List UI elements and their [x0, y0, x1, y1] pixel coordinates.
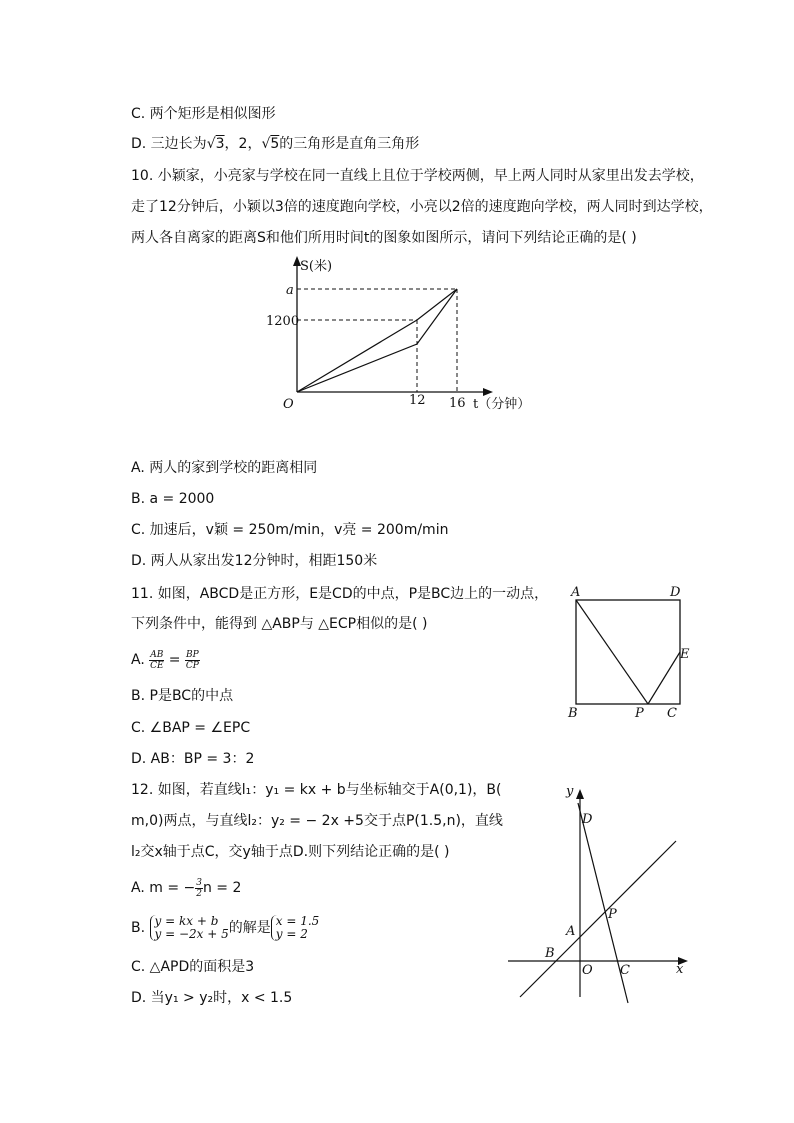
- q12-equation-system: [150, 915, 229, 941]
- q12-option-b-mid: 的解是: [228, 920, 271, 936]
- sqrt-symbol: √: [261, 136, 271, 152]
- segment-ap: [576, 600, 648, 704]
- q12-solution-system: [271, 915, 320, 941]
- q12-stem-line2: m,0)两点，与直线l₂：y₂ = − 2x +5交于点P(1.5,n)，直线: [131, 813, 503, 829]
- q11-option-a-prefix: A.: [131, 652, 150, 668]
- frac-den: CE: [150, 660, 164, 671]
- q11-option-b: B. P是BC的中点: [131, 688, 234, 704]
- label-d: D: [670, 585, 681, 600]
- q10-upper-line: [297, 289, 457, 392]
- equation-1: y = kx + b: [154, 914, 219, 928]
- q9-option-d-prefix: D. 三边长为: [131, 136, 207, 152]
- frac-num: 3: [196, 877, 202, 888]
- label-p: P: [635, 706, 644, 721]
- equals-sign: =: [164, 652, 185, 668]
- q11-option-a: [131, 646, 200, 674]
- segment-pe: [648, 652, 680, 704]
- q10-option-a: A. 两人的家到学校的距离相同: [131, 460, 318, 476]
- label-y: y: [566, 784, 574, 799]
- label-e: E: [680, 647, 690, 662]
- q10-label-1200: 1200: [266, 314, 300, 329]
- q10-label-a: a: [286, 283, 294, 298]
- q12-option-b: [131, 911, 319, 945]
- label-a: A: [571, 585, 581, 600]
- q9-root-3: 3: [215, 136, 225, 152]
- label-x: x: [676, 962, 684, 977]
- label-p: P: [608, 907, 617, 922]
- q12-stem-line1: 12. 如图，若直线l₁：y₁ = kx + b与坐标轴交于A(0,1)，B(: [131, 782, 502, 798]
- q11-fraction-1: [149, 650, 164, 671]
- q10-x-label: t（分钟）: [473, 397, 531, 412]
- frac-num: BP: [186, 649, 199, 660]
- label-o: O: [582, 963, 593, 978]
- label-b: B: [568, 706, 578, 721]
- q12-option-a: [131, 874, 241, 902]
- sqrt-symbol: √: [206, 136, 216, 152]
- q10-lower-line: [297, 289, 457, 392]
- square-abcd: [576, 600, 680, 704]
- q11-option-d: D. AB：BP = 3：2: [131, 751, 255, 767]
- solution-1: x = 1.5: [275, 914, 320, 928]
- q12-option-a-suffix: n = 2: [202, 880, 242, 896]
- q11-option-c: C. ∠BAP = ∠EPC: [131, 720, 251, 736]
- q12-option-c: C. △APD的面积是3: [131, 959, 255, 975]
- x-arrow-icon: [483, 388, 493, 396]
- q11-square-figure: [560, 582, 700, 722]
- solution-2: y = 2: [275, 927, 308, 941]
- q9-option-c: C. 两个矩形是相似图形: [131, 106, 276, 122]
- q10-stem-line2: 走了12分钟后，小颖以3倍的速度跑向学校，小亮以2倍的速度跑向学校，两人同时到达学校，: [131, 199, 713, 215]
- frac-num: AB: [150, 649, 164, 660]
- label-c: C: [667, 706, 677, 721]
- q10-tick-16: 16: [449, 396, 466, 411]
- q10-distance-time-graph: [255, 250, 545, 420]
- q12-option-a-prefix: A. m = −: [131, 880, 196, 896]
- q11-fraction-2: [185, 650, 200, 671]
- q9-option-d: [131, 134, 419, 154]
- q12-stem-line3: l₂交x轴于点C，交y轴于点D.则下列结论正确的是( ): [131, 844, 450, 860]
- q10-stem-line1: 10. 小颖家，小亮家与学校在同一直线上且位于学校两侧，早上两人同时从家里出发去学校，: [131, 168, 704, 184]
- q12-option-b-prefix: B.: [131, 920, 150, 936]
- q9-root-5: 5: [270, 136, 280, 152]
- q10-option-d: D. 两人从家出发12分钟时，相距150米: [131, 553, 378, 569]
- q12-option-d: D. 当y₁ > y₂时，x < 1.5: [131, 990, 293, 1006]
- q10-origin: O: [283, 397, 294, 412]
- q10-option-b: B. a = 2000: [131, 491, 215, 507]
- q10-stem-line3: 两人各自离家的距离S和他们所用时间t的图象如图所示，请问下列结论正确的是( ): [131, 230, 637, 246]
- q11-stem-line2: 下列条件中，能得到 △ABP与 △ECP相似的是( ): [131, 616, 428, 632]
- label-a: A: [566, 924, 576, 939]
- q10-option-c: C. 加速后，v颖 = 250m/min，v亮 = 200m/min: [131, 522, 449, 538]
- y-arrow-icon: [576, 789, 584, 799]
- line-l1: [520, 841, 676, 997]
- frac-den: 2: [196, 888, 202, 899]
- q10-tick-12: 12: [409, 393, 426, 408]
- label-b: B: [545, 946, 555, 961]
- equation-2: y = −2x + 5: [154, 927, 229, 941]
- q9-option-d-suffix: 的三角形是直角三角形: [279, 136, 420, 152]
- q9-sep: ，2，: [224, 136, 262, 152]
- q12-fraction: [195, 878, 203, 899]
- frac-den: CP: [185, 660, 199, 671]
- q12-coordinate-figure: [500, 775, 700, 1005]
- q10-y-label: S(米): [300, 259, 333, 274]
- q11-stem-line1: 11. 如图，ABCD是正方形，E是CD的中点，P是BC边上的一动点，: [131, 586, 549, 602]
- label-d: D: [582, 812, 593, 827]
- label-c: C: [620, 963, 630, 978]
